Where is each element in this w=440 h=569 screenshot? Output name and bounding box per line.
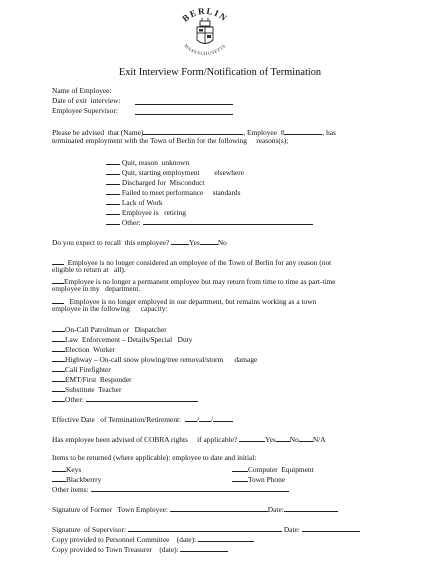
recall-no-field[interactable]	[200, 237, 218, 245]
reason-item	[106, 177, 204, 186]
terminated-name-field[interactable]	[143, 127, 243, 135]
keys-label: Keys	[66, 465, 82, 474]
capacity-item	[52, 344, 115, 353]
keys-field[interactable]	[52, 464, 66, 472]
date-separator: /	[210, 415, 213, 424]
cobra-na-label: N/A	[312, 435, 326, 444]
reason-item	[106, 217, 313, 226]
reason-item	[106, 157, 189, 166]
recall-question-text: Do you expect to recall this employee?	[52, 238, 170, 247]
date-separator: /	[196, 415, 199, 424]
reason-other-field[interactable]	[143, 217, 313, 225]
blackberry-label: Blackberrry	[66, 475, 102, 484]
advised-line-2: terminated employment with the Town of Berlin for the following reasons(s);	[52, 136, 289, 145]
phone-item	[232, 474, 285, 483]
capacity-checkbox[interactable]	[52, 354, 65, 362]
status-checkbox[interactable]	[52, 296, 64, 304]
other-items-field[interactable]	[91, 484, 289, 492]
capacity-item	[52, 334, 192, 343]
keys-item	[52, 464, 81, 473]
blackberry-field[interactable]	[52, 474, 66, 482]
personnel-copy-label: Copy provided to Personnel Committee (date):	[52, 535, 197, 544]
reason-label: Quit, starting employment elsewhere	[121, 168, 244, 177]
status-text: Employee is no longer a permanent employee but may return from time to time as part-time	[64, 277, 336, 286]
supervisor-date-field[interactable]	[302, 524, 360, 532]
reason-checkbox[interactable]	[106, 197, 120, 205]
reason-label: Lack of Work	[121, 198, 163, 207]
cobra-no-field[interactable]	[276, 434, 290, 442]
reason-item	[106, 197, 163, 206]
computer-item	[232, 464, 314, 473]
treasurer-copy-date-field[interactable]	[180, 544, 228, 552]
recall-no-label: No	[217, 238, 227, 247]
reason-label: Discharged for Misconduct	[121, 178, 205, 187]
phone-field[interactable]	[232, 474, 248, 482]
status-checkbox[interactable]	[52, 276, 64, 284]
employee-number-field[interactable]	[284, 127, 322, 135]
advised-text-b: , Employee #	[243, 128, 285, 137]
cobra-question-text: Has employee been advised of COBRA rights if applicable?	[52, 435, 238, 444]
phone-label: Town Phone	[248, 475, 286, 484]
page-title: Exit Interview Form/Notification of Termination	[118, 67, 322, 78]
cobra-question	[52, 434, 326, 443]
status-text-cont: eligible to return at all).	[52, 265, 126, 274]
advised-text-c: , has	[322, 128, 336, 137]
status-text-cont: employee in the following capacity:	[52, 304, 168, 313]
reason-label: Failed to meet performance standards	[121, 188, 241, 197]
status-text: Employee is no longer employed in our department, but remains working as a town	[69, 297, 317, 306]
advised-text-a: Please be advised that (Name)	[52, 128, 144, 137]
former-date-label: Date:	[267, 505, 284, 514]
status-checkbox[interactable]	[52, 257, 64, 265]
capacity-item	[52, 324, 167, 333]
capacity-label: Election Worker	[65, 345, 116, 354]
capacity-label: EMT/First Responder	[65, 375, 132, 384]
reason-checkbox[interactable]	[106, 187, 120, 195]
supervisor-signature-row	[52, 524, 360, 533]
capacity-other-field[interactable]	[86, 394, 198, 402]
capacity-item	[52, 364, 111, 373]
employee-name-label: Name of Employee:	[52, 86, 112, 95]
capacity-label: Substitute Teacher	[65, 385, 122, 394]
cobra-yes-label: Yes	[265, 435, 276, 444]
capacity-checkbox[interactable]	[52, 384, 65, 392]
treasurer-copy-label: Copy provided to Town Treasurer (date):	[52, 545, 179, 554]
recall-question	[52, 237, 227, 246]
other-items-label: Other items:	[52, 485, 89, 494]
effective-month-field[interactable]	[185, 414, 197, 422]
svg-text:MASSACHUSETTS	[183, 43, 226, 56]
reason-item	[106, 187, 240, 196]
former-signature-row	[52, 504, 338, 513]
reason-checkbox[interactable]	[106, 207, 120, 215]
capacity-label: On-Call Patrolman or Dispatcher	[65, 325, 167, 334]
status-text: Employee is no longer considered an employee of the Town of Berlin for any reason (not	[67, 258, 332, 267]
capacity-checkbox[interactable]	[52, 374, 65, 382]
recall-yes-label: Yes	[189, 238, 200, 247]
capacity-checkbox[interactable]	[52, 344, 65, 352]
reason-item	[106, 167, 244, 176]
former-signature-label: Signature of Former Town Employee:	[52, 505, 168, 514]
exit-date-label: Date of exit interview:	[52, 96, 121, 105]
former-date-field[interactable]	[284, 504, 338, 512]
status-text-cont: employee in my department.	[52, 284, 141, 293]
reason-checkbox[interactable]	[106, 157, 120, 165]
supervisor-field[interactable]	[135, 107, 233, 115]
reason-label: Other:	[121, 218, 141, 227]
reason-label: Quit, reason unknown	[121, 158, 190, 167]
capacity-label: Other:	[65, 395, 84, 404]
personnel-copy-row	[52, 534, 254, 543]
effective-date-label: Effective Date of Termination/Retirement:	[52, 415, 182, 424]
computer-label: Computer Equipment	[248, 465, 314, 474]
recall-yes-field[interactable]	[171, 237, 189, 245]
reason-item	[106, 207, 186, 216]
town-seal-icon	[172, 6, 238, 60]
computer-field[interactable]	[232, 464, 248, 472]
effective-date-row	[52, 414, 233, 423]
reason-checkbox[interactable]	[106, 177, 120, 185]
cobra-na-field[interactable]	[299, 434, 313, 442]
supervisor-signature-label: Signature of Supervisor:	[52, 525, 127, 534]
other-items-row	[52, 484, 289, 493]
capacity-label: Highway – On-call snow plowing/tree removal/storm damage	[65, 355, 258, 364]
capacity-label: Call Firefighter	[65, 365, 111, 374]
capacity-item	[52, 394, 198, 403]
capacity-checkbox[interactable]	[52, 394, 65, 402]
seal-text-bottom: MASSACHUSETTS	[183, 43, 227, 56]
supervisor-signature-field[interactable]	[128, 524, 282, 532]
cobra-no-label: No	[289, 435, 299, 444]
capacity-checkbox[interactable]	[52, 334, 65, 342]
capacity-checkbox[interactable]	[52, 324, 65, 332]
capacity-checkbox[interactable]	[52, 364, 65, 372]
treasurer-copy-row	[52, 544, 228, 553]
effective-year-field[interactable]	[210, 414, 233, 424]
capacity-item	[52, 384, 121, 393]
personnel-copy-date-field[interactable]	[198, 534, 254, 542]
supervisor-date-label: Date:	[283, 525, 300, 534]
reason-checkbox[interactable]	[106, 167, 120, 175]
capacity-item	[52, 374, 132, 383]
blackberry-item	[52, 474, 101, 483]
items-intro: Items to be returned (where applicable): employee to date and initial:	[52, 453, 257, 462]
reason-label: Employee is retiring	[121, 208, 186, 217]
cobra-yes-field[interactable]	[239, 434, 265, 442]
former-signature-field[interactable]	[170, 504, 268, 512]
effective-day-field[interactable]	[196, 414, 211, 424]
supervisor-label: Employee Supervisor:	[52, 106, 118, 115]
advised-line-1	[52, 127, 336, 136]
exit-date-field[interactable]	[135, 97, 233, 105]
capacity-item	[52, 354, 257, 363]
seal-text-top: BERLIN	[180, 6, 230, 24]
capacity-label: Law Enforcement – Details/Special Duty	[65, 335, 193, 344]
reason-checkbox[interactable]	[106, 217, 120, 225]
